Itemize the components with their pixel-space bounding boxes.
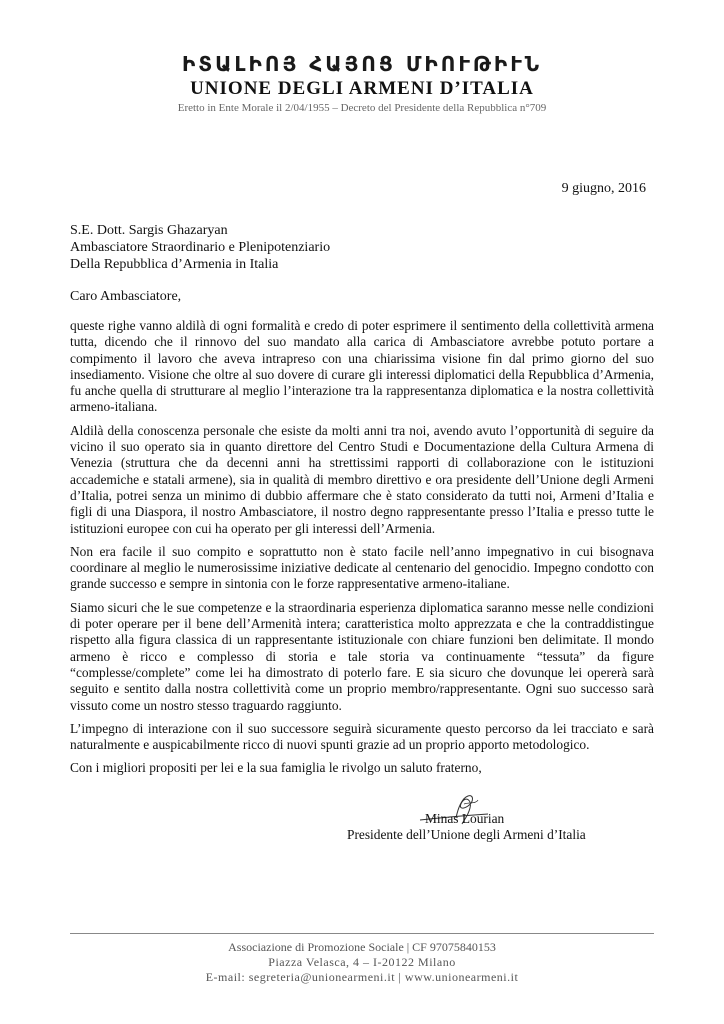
signatory-name: Minas Lourian <box>425 811 505 826</box>
legal-subtitle: Eretto in Ente Morale il 2/04/1955 – Decreto del Presidente della Repubblica n°709 <box>177 102 547 114</box>
body-paragraph-3: Non era facile il suo compito e soprattutto non è stato facile nell’anno impegnativo in cui bisognava coordinare al meglio le numerosissime iniziative dedicate al centenario del genocidio. Impegno condotto con grande successo e sempre in sintonia con le forze rappresentative armeno-italiane. <box>70 543 654 592</box>
salutation: Caro Ambasciatore, <box>70 289 182 304</box>
signatory-title: Presidente dell’Unione degli Armeni d’Italia <box>347 827 586 842</box>
footer <box>0 940 724 985</box>
armenian-title: ԻՏԱԼԻՈՅ ՀԱՅՈՑ ՄԻՈՒԹԻՒՆ <box>181 52 543 76</box>
body-paragraph-2: Aldilà della conoscenza personale che esiste da molti anni tra noi, avendo avuto l’opportunità di seguire da vicino il suo operato sia in quanto direttore del Centro Studi e Documentazione della Cultura Armena di Venezia (struttura che da decenni anni ha strettissimi rapporti di collaborazione con le istituzioni accademiche e statali armene), sia in qualità di membro direttivo e ora presidente dell’Unione degli Armeni d’Italia, potrei senza un minimo di dubbio affermare che è stato considerato da tutti noi, Armeni d’Italia e figli di una Diaspora, il nostro Ambasciatore, il nostro degno rappresentante presso l’Italia e presso tutte le istituzioni europee con cui ha operato per gli interessi dell’Armenia. <box>70 422 654 536</box>
recipient-line-2: Ambasciatore Straordinario e Plenipotenziario <box>70 240 331 255</box>
body-paragraph-4: Siamo sicuri che le sue competenze e la straordinaria esperienza diplomatica saranno messe nelle condizioni di poter operare per il bene dell’Armenità intera; caratteristica molto apprezzata e che la contraddistingue rispetto alla figura classica di un rappresentante istituzionale con chiare funzioni ben delimitate. Il mondo armeno è ricco e complesso di storia e tale storia va continuamente “tessuta” da figure “complesse/complete” come lei ha dimostrato di poterlo fare. E sia sicuro che dovunque lei opererà sarà seguito e sentito dalla nostra collettività come un proprio membro/rappresentante. Ogni suo successo sarà vissuto come un nostro stesso traguardo raggiunto. <box>70 599 654 713</box>
recipient-line-1: S.E. Dott. Sargis Ghazaryan <box>70 223 228 238</box>
body-paragraph-6: Con i migliori propositi per lei e la sua famiglia le rivolgo un saluto fraterno, <box>70 760 482 776</box>
footer-contacts: E-mail: segreteria@unionearmeni.it | www.unionearmeni.it <box>205 970 519 984</box>
recipient-address <box>70 222 330 273</box>
letter-date: 9 giugno, 2016 <box>561 181 646 196</box>
footer-association: Associazione di Promozione Sociale | CF 97075840153 <box>228 940 496 954</box>
letter-body <box>70 318 654 784</box>
body-paragraph-5: L’impegno di interazione con il suo successore seguirà sicuramente questo percorso da lei tracciato e sarà naturalmente e auspicabilmente ricco di nuovi spunti grazie ad un proprio apporto metodologico. <box>70 720 654 753</box>
footer-address: Piazza Velasca, 4 – I-20122 Milano <box>268 955 456 969</box>
letterhead <box>0 52 724 115</box>
body-paragraph-1: queste righe vanno aldilà di ogni formalità e credo di poter esprimere il sentimento della collettività armena tutta, dicendo che il rinnovo del suo mandato alla carica di Ambasciatore avrebbe potuto portare a compimento il lavoro che aveva intrapreso con una chiarissima visione fin dal primo giorno del suo insediamento. Visione che oltre al suo dovere di curare gli interessi diplomatici della Repubblica d’Armenia, fu anche quella di strutturare al meglio l’interazione tra la rappresentanza diplomatica e la nostra collettività armeno-italiana. <box>70 318 654 415</box>
footer-divider <box>70 933 654 934</box>
recipient-line-3: Della Repubblica d’Armenia in Italia <box>70 257 279 272</box>
organization-title: UNIONE DEGLI ARMENI D’ITALIA <box>190 78 534 99</box>
